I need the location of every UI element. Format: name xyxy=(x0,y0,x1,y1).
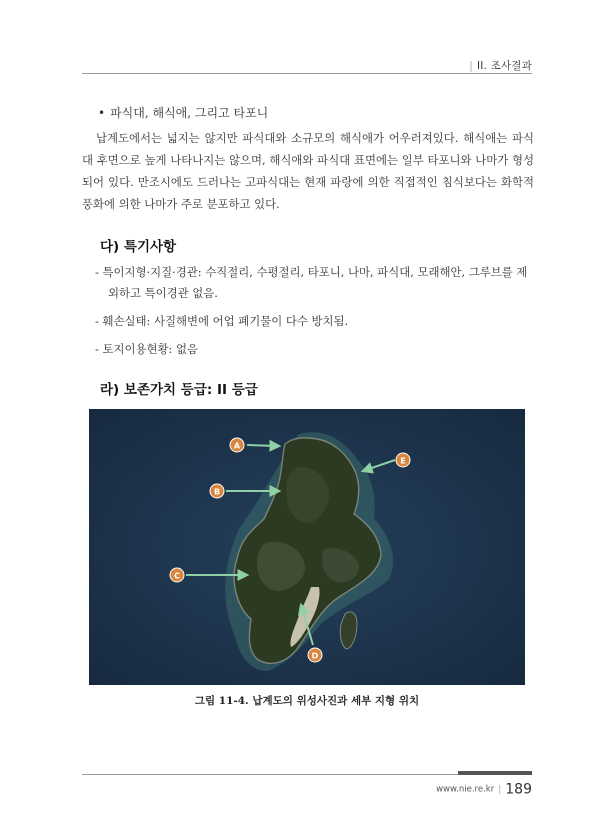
list-item: - 특이지형·지질·경관: 수직절리, 수평절리, 타포니, 나마, 파식대, 모래해안, 그루브를 제외하고 특이경관 없음. xyxy=(95,265,528,300)
list-item: - 훼손실태: 사질해변에 어업 폐기물이 다수 방치됨. xyxy=(95,314,349,328)
section-heading-grade: 라) 보존가치 등급: II 등급 xyxy=(100,382,258,398)
page-number: 189 xyxy=(505,781,532,798)
header-rule xyxy=(82,73,532,74)
marker-d xyxy=(308,648,322,662)
notes-list xyxy=(95,262,535,367)
list-item: - 토지이용현황: 없음 xyxy=(95,342,198,356)
header-section: II. 조사결과 xyxy=(476,60,532,72)
svg-text:B: B xyxy=(213,487,221,497)
satellite-photo xyxy=(89,409,525,685)
bullet-dot: • xyxy=(98,106,106,120)
svg-text:A: A xyxy=(233,441,241,451)
bullet-text: 파식대, 해식애, 그리고 타포니 xyxy=(110,106,269,120)
body-paragraph: 납계도에서는 넓지는 않지만 파식대와 소규모의 해식애가 어우러져있다. 해식애는 파식대 후면으로 높게 나타나지는 않으며, 해식애와 파식대 표면에는 일부 타포니와 나마가 형성되어 있다. 만조시에도 드러나는 고파식대는 현재 파랑에 의한 직접적인 침식보다는 화학적 풍화에 의한 나마가 주로 분포하고 있다. xyxy=(82,131,534,211)
bullet-heading xyxy=(98,104,268,121)
marker-b xyxy=(210,484,224,498)
marker-a xyxy=(230,438,244,452)
svg-text:D: D xyxy=(311,651,319,661)
section-heading-notes: 다) 특기사항 xyxy=(100,239,177,255)
svg-text:C: C xyxy=(174,571,180,581)
running-header: | II. 조사결과 xyxy=(469,60,532,72)
footer-accent-bar xyxy=(458,771,532,775)
marker-c xyxy=(170,568,184,582)
svg-text:E: E xyxy=(400,456,406,466)
footer-url: www.nie.re.kr xyxy=(436,784,495,795)
figure-caption: 그림 11-4. 납계도의 위성사진과 세부 지형 위치 xyxy=(194,695,420,707)
footer xyxy=(436,779,532,798)
footer-separator: | xyxy=(498,784,502,795)
arrow-a xyxy=(247,445,279,446)
marker-e xyxy=(396,453,410,467)
